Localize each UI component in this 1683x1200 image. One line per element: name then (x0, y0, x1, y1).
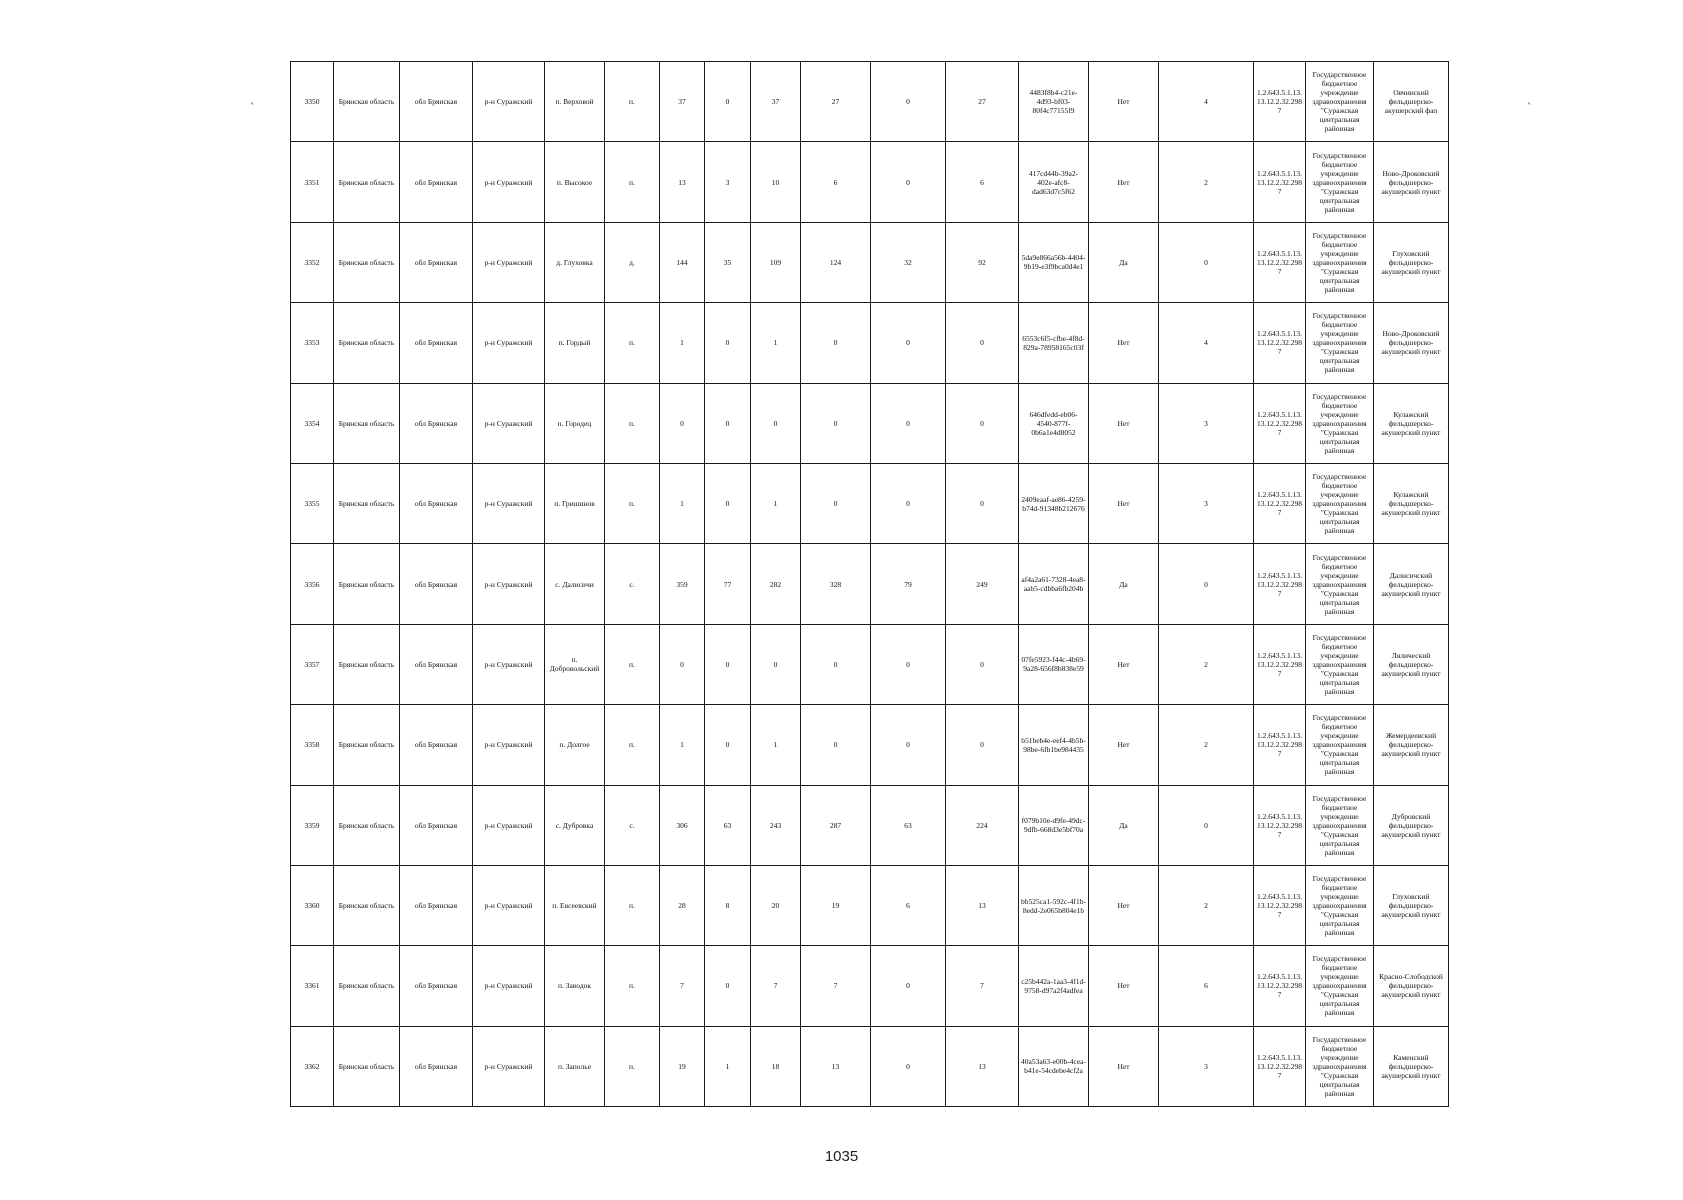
value-cell: 0 (705, 303, 751, 383)
organization-cell: Государственное бюджетное учреждение здравоохранения "Суражская центральная районная (1306, 463, 1374, 543)
locality-cell: п. Верховой (545, 62, 605, 142)
region-cell: Брянская область (334, 303, 400, 383)
oblast-cell: обл Брянская (400, 222, 473, 302)
uid-cell: 646dfedd-eb06-4540-877f-0b6a1e4d8052 (1019, 383, 1089, 463)
flag-cell: Да (1089, 785, 1159, 865)
table-row (291, 463, 1449, 543)
count-cell: 4 (1159, 62, 1254, 142)
flag-cell: Нет (1089, 946, 1159, 1026)
organization-cell: Государственное бюджетное учреждение здравоохранения "Суражская центральная районная (1306, 705, 1374, 785)
value-cell: 0 (946, 624, 1019, 704)
value-cell: 13 (946, 865, 1019, 945)
locality-cell: п. Гришинов (545, 463, 605, 543)
locality-type-cell: п. (605, 624, 660, 704)
locality-type-cell: п. (605, 463, 660, 543)
district-cell: р-н Суражский (473, 463, 545, 543)
flag-cell: Да (1089, 544, 1159, 624)
count-cell: 0 (1159, 544, 1254, 624)
value-cell: 1 (660, 463, 705, 543)
facility-cell: Кулажский фельдшерско-акушерский пункт (1374, 463, 1449, 543)
facility-cell: Глуховский фельдшерско-акушерский пункт (1374, 865, 1449, 945)
organization-cell: Государственное бюджетное учреждение здравоохранения "Суражская центральная районная (1306, 624, 1374, 704)
value-cell: 8 (705, 865, 751, 945)
scan-mark-left: ˎ (250, 92, 256, 105)
value-cell: 32 (871, 222, 946, 302)
region-cell: Брянская область (334, 785, 400, 865)
value-cell: 63 (871, 785, 946, 865)
value-cell: 0 (705, 705, 751, 785)
value-cell: 19 (660, 1026, 705, 1106)
count-cell: 2 (1159, 705, 1254, 785)
count-cell: 0 (1159, 222, 1254, 302)
organization-cell: Государственное бюджетное учреждение здравоохранения "Суражская центральная районная (1306, 303, 1374, 383)
value-cell: 0 (871, 946, 946, 1026)
facility-cell: Овчинский фельдшерско-акушерский фап (1374, 62, 1449, 142)
oid-code-cell: 1.2.643.5.1.13.13.12.2.32.2987 (1254, 142, 1306, 222)
table-row (291, 62, 1449, 142)
locality-cell: п. Заводок (545, 946, 605, 1026)
value-cell: 37 (660, 62, 705, 142)
value-cell: 1 (660, 303, 705, 383)
value-cell: 63 (705, 785, 751, 865)
organization-cell: Государственное бюджетное учреждение здравоохранения "Суражская центральная районная (1306, 544, 1374, 624)
facility-cell: Лялический фельдшерско-акушерский пункт (1374, 624, 1449, 704)
row-number: 3357 (291, 624, 334, 704)
oblast-cell: обл Брянская (400, 865, 473, 945)
row-number: 3362 (291, 1026, 334, 1106)
value-cell: 6 (871, 865, 946, 945)
region-cell: Брянская область (334, 222, 400, 302)
facility-cell: Красно-Слободской фельдшерско-акушерский пункт (1374, 946, 1449, 1026)
locality-type-cell: п. (605, 1026, 660, 1106)
locality-cell: п. Евсеевский (545, 865, 605, 945)
value-cell: 306 (660, 785, 705, 865)
oblast-cell: обл Брянская (400, 624, 473, 704)
value-cell: 77 (705, 544, 751, 624)
facility-cell: Кулажский фельдшерско-акушерский пункт (1374, 383, 1449, 463)
table-row (291, 624, 1449, 704)
flag-cell: Нет (1089, 463, 1159, 543)
value-cell: 1 (660, 705, 705, 785)
table-row (291, 705, 1449, 785)
value-cell: 10 (751, 142, 801, 222)
region-cell: Брянская область (334, 142, 400, 222)
oid-code-cell: 1.2.643.5.1.13.13.12.2.32.2987 (1254, 705, 1306, 785)
district-cell: р-н Суражский (473, 383, 545, 463)
table-row (291, 142, 1449, 222)
district-cell: р-н Суражский (473, 785, 545, 865)
table-row (291, 1026, 1449, 1106)
district-cell: р-н Суражский (473, 544, 545, 624)
oid-code-cell: 1.2.643.5.1.13.13.12.2.32.2987 (1254, 544, 1306, 624)
uid-cell: 417cd44b-39a2-402e-afc8-dad63d7c5f62 (1019, 142, 1089, 222)
locality-type-cell: п. (605, 865, 660, 945)
value-cell: 224 (946, 785, 1019, 865)
value-cell: 1 (751, 463, 801, 543)
organization-cell: Государственное бюджетное учреждение здравоохранения "Суражская центральная районная (1306, 62, 1374, 142)
value-cell: 13 (660, 142, 705, 222)
oblast-cell: обл Брянская (400, 463, 473, 543)
district-cell: р-н Суражский (473, 62, 545, 142)
count-cell: 3 (1159, 1026, 1254, 1106)
value-cell: 0 (871, 303, 946, 383)
facility-cell: Ново-Дроковский фельдшерско-акушерский пункт (1374, 142, 1449, 222)
registry-table (290, 61, 1449, 1107)
row-number: 3354 (291, 383, 334, 463)
value-cell: 0 (801, 463, 871, 543)
flag-cell: Нет (1089, 624, 1159, 704)
value-cell: 13 (801, 1026, 871, 1106)
region-cell: Брянская область (334, 544, 400, 624)
region-cell: Брянская область (334, 62, 400, 142)
locality-type-cell: п. (605, 142, 660, 222)
value-cell: 0 (871, 463, 946, 543)
row-number: 3359 (291, 785, 334, 865)
oblast-cell: обл Брянская (400, 785, 473, 865)
flag-cell: Нет (1089, 62, 1159, 142)
locality-cell: д. Глуховка (545, 222, 605, 302)
facility-cell: Ново-Дроковский фельдшерско-акушерский пункт (1374, 303, 1449, 383)
facility-cell: Дубровский фельдшерско-акушерский пункт (1374, 785, 1449, 865)
oblast-cell: обл Брянская (400, 383, 473, 463)
locality-cell: п. Высокое (545, 142, 605, 222)
organization-cell: Государственное бюджетное учреждение здравоохранения "Суражская центральная районная (1306, 222, 1374, 302)
value-cell: 0 (705, 62, 751, 142)
value-cell: 0 (871, 705, 946, 785)
value-cell: 79 (871, 544, 946, 624)
value-cell: 7 (660, 946, 705, 1026)
flag-cell: Нет (1089, 383, 1159, 463)
region-cell: Брянская область (334, 1026, 400, 1106)
value-cell: 0 (705, 624, 751, 704)
district-cell: р-н Суражский (473, 705, 545, 785)
locality-type-cell: с. (605, 785, 660, 865)
scan-mark-right: ˎ (1527, 92, 1533, 105)
oblast-cell: обл Брянская (400, 946, 473, 1026)
organization-cell: Государственное бюджетное учреждение здравоохранения "Суражская центральная районная (1306, 865, 1374, 945)
organization-cell: Государственное бюджетное учреждение здравоохранения "Суражская центральная районная (1306, 1026, 1374, 1106)
locality-type-cell: п. (605, 383, 660, 463)
value-cell: 0 (751, 383, 801, 463)
value-cell: 7 (801, 946, 871, 1026)
value-cell: 0 (801, 624, 871, 704)
oid-code-cell: 1.2.643.5.1.13.13.12.2.32.2987 (1254, 303, 1306, 383)
district-cell: р-н Суражский (473, 222, 545, 302)
locality-type-cell: п. (605, 62, 660, 142)
value-cell: 27 (946, 62, 1019, 142)
facility-cell: Каменский фельдшерско-акушерский пункт (1374, 1026, 1449, 1106)
row-number: 3360 (291, 865, 334, 945)
count-cell: 3 (1159, 463, 1254, 543)
value-cell: 287 (801, 785, 871, 865)
flag-cell: Нет (1089, 303, 1159, 383)
organization-cell: Государственное бюджетное учреждение здравоохранения "Суражская центральная районная (1306, 142, 1374, 222)
district-cell: р-н Суражский (473, 142, 545, 222)
locality-type-cell: п. (605, 946, 660, 1026)
oid-code-cell: 1.2.643.5.1.13.13.12.2.32.2987 (1254, 222, 1306, 302)
value-cell: 6 (946, 142, 1019, 222)
value-cell: 328 (801, 544, 871, 624)
uid-cell: 2409eaaf-ae86-4259-b74d-91348b212676 (1019, 463, 1089, 543)
region-cell: Брянская область (334, 383, 400, 463)
value-cell: 249 (946, 544, 1019, 624)
oid-code-cell: 1.2.643.5.1.13.13.12.2.32.2987 (1254, 1026, 1306, 1106)
flag-cell: Нет (1089, 705, 1159, 785)
uid-cell: 40a53a63-e00b-4cea-b41e-54cdebe4cf2a (1019, 1026, 1089, 1106)
value-cell: 13 (946, 1026, 1019, 1106)
oid-code-cell: 1.2.643.5.1.13.13.12.2.32.2987 (1254, 865, 1306, 945)
table-row (291, 946, 1449, 1026)
flag-cell: Да (1089, 222, 1159, 302)
oblast-cell: обл Брянская (400, 142, 473, 222)
registry-rows (291, 62, 1449, 1107)
organization-cell: Государственное бюджетное учреждение здравоохранения "Суражская центральная районная (1306, 383, 1374, 463)
value-cell: 35 (705, 222, 751, 302)
district-cell: р-н Суражский (473, 946, 545, 1026)
oid-code-cell: 1.2.643.5.1.13.13.12.2.32.2987 (1254, 946, 1306, 1026)
oid-code-cell: 1.2.643.5.1.13.13.12.2.32.2987 (1254, 62, 1306, 142)
locality-type-cell: п. (605, 705, 660, 785)
value-cell: 0 (871, 624, 946, 704)
table-row (291, 865, 1449, 945)
uid-cell: 4483f8b4-c21e-4d93-bf03-80f4c77155f9 (1019, 62, 1089, 142)
value-cell: 37 (751, 62, 801, 142)
row-number: 3361 (291, 946, 334, 1026)
district-cell: р-н Суражский (473, 303, 545, 383)
value-cell: 144 (660, 222, 705, 302)
value-cell: 19 (801, 865, 871, 945)
uid-cell: 5da9e866a56b-4404-9b19-e3f9bca0d4e1 (1019, 222, 1089, 302)
value-cell: 282 (751, 544, 801, 624)
value-cell: 0 (871, 383, 946, 463)
oblast-cell: обл Брянская (400, 1026, 473, 1106)
organization-cell: Государственное бюджетное учреждение здравоохранения "Суражская центральная районная (1306, 785, 1374, 865)
page-number: 1035 (824, 1148, 859, 1165)
oblast-cell: обл Брянская (400, 62, 473, 142)
value-cell: 7 (751, 946, 801, 1026)
uid-cell: bb525ca1-592c-4f1b-8edd-2e065b804e1b (1019, 865, 1089, 945)
row-number: 3352 (291, 222, 334, 302)
uid-cell: 6553c6f5-cfbe-4f8d-829a-78958165c03f (1019, 303, 1089, 383)
value-cell: 3 (705, 142, 751, 222)
table-row (291, 544, 1449, 624)
locality-type-cell: д. (605, 222, 660, 302)
value-cell: 0 (660, 624, 705, 704)
facility-cell: Жемердеевский фельдшерско-акушерский пункт (1374, 705, 1449, 785)
value-cell: 20 (751, 865, 801, 945)
oblast-cell: обл Брянская (400, 303, 473, 383)
count-cell: 0 (1159, 785, 1254, 865)
flag-cell: Нет (1089, 1026, 1159, 1106)
locality-type-cell: с. (605, 544, 660, 624)
value-cell: 92 (946, 222, 1019, 302)
uid-cell: b51beb4e-eef4-4b5b-98be-6fb1be984435 (1019, 705, 1089, 785)
row-number: 3353 (291, 303, 334, 383)
count-cell: 2 (1159, 624, 1254, 704)
district-cell: р-н Суражский (473, 1026, 545, 1106)
uid-cell: 07fe5923-f44c-4b69-9a28-656f8b838e59 (1019, 624, 1089, 704)
oid-code-cell: 1.2.643.5.1.13.13.12.2.32.2987 (1254, 463, 1306, 543)
value-cell: 124 (801, 222, 871, 302)
value-cell: 0 (801, 705, 871, 785)
locality-cell: п. Заполье (545, 1026, 605, 1106)
flag-cell: Нет (1089, 865, 1159, 945)
value-cell: 243 (751, 785, 801, 865)
region-cell: Брянская область (334, 865, 400, 945)
uid-cell: af4a2a61-7328-4ea8-aab5-cdbba6fb204b (1019, 544, 1089, 624)
locality-cell: п. Гордый (545, 303, 605, 383)
locality-cell: с. Дубровка (545, 785, 605, 865)
value-cell: 0 (871, 142, 946, 222)
count-cell: 2 (1159, 865, 1254, 945)
region-cell: Брянская область (334, 463, 400, 543)
flag-cell: Нет (1089, 142, 1159, 222)
value-cell: 1 (751, 303, 801, 383)
value-cell: 28 (660, 865, 705, 945)
value-cell: 1 (751, 705, 801, 785)
oid-code-cell: 1.2.643.5.1.13.13.12.2.32.2987 (1254, 383, 1306, 463)
oblast-cell: обл Брянская (400, 544, 473, 624)
district-cell: р-н Суражский (473, 865, 545, 945)
value-cell: 1 (705, 1026, 751, 1106)
value-cell: 7 (946, 946, 1019, 1026)
uid-cell: f079b10e-d9fe-49dc-9dfb-668d3e5bf70a (1019, 785, 1089, 865)
locality-cell: п. Добровольский (545, 624, 605, 704)
table-row (291, 383, 1449, 463)
row-number: 3358 (291, 705, 334, 785)
value-cell: 0 (946, 383, 1019, 463)
locality-cell: п. Городец (545, 383, 605, 463)
value-cell: 0 (946, 303, 1019, 383)
value-cell: 0 (801, 303, 871, 383)
count-cell: 2 (1159, 142, 1254, 222)
district-cell: р-н Суражский (473, 624, 545, 704)
value-cell: 18 (751, 1026, 801, 1106)
row-number: 3355 (291, 463, 334, 543)
row-number: 3356 (291, 544, 334, 624)
value-cell: 0 (946, 705, 1019, 785)
table-row (291, 303, 1449, 383)
table-row (291, 222, 1449, 302)
table-row (291, 785, 1449, 865)
value-cell: 0 (705, 383, 751, 463)
locality-cell: с. Далисичи (545, 544, 605, 624)
region-cell: Брянская область (334, 624, 400, 704)
oid-code-cell: 1.2.643.5.1.13.13.12.2.32.2987 (1254, 624, 1306, 704)
value-cell: 6 (801, 142, 871, 222)
value-cell: 0 (705, 946, 751, 1026)
row-number: 3350 (291, 62, 334, 142)
region-cell: Брянская область (334, 946, 400, 1026)
row-number: 3351 (291, 142, 334, 222)
value-cell: 0 (660, 383, 705, 463)
value-cell: 109 (751, 222, 801, 302)
value-cell: 0 (705, 463, 751, 543)
value-cell: 0 (871, 62, 946, 142)
oid-code-cell: 1.2.643.5.1.13.13.12.2.32.2987 (1254, 785, 1306, 865)
value-cell: 359 (660, 544, 705, 624)
facility-cell: Далисичский фельдшерско-акушерский пункт (1374, 544, 1449, 624)
count-cell: 4 (1159, 303, 1254, 383)
locality-type-cell: п. (605, 303, 660, 383)
region-cell: Брянская область (334, 705, 400, 785)
count-cell: 3 (1159, 383, 1254, 463)
value-cell: 0 (751, 624, 801, 704)
value-cell: 0 (871, 1026, 946, 1106)
oblast-cell: обл Брянская (400, 705, 473, 785)
value-cell: 0 (946, 463, 1019, 543)
count-cell: 6 (1159, 946, 1254, 1026)
locality-cell: п. Долгое (545, 705, 605, 785)
uid-cell: c25b442a-1aa3-4f1d-9758-d97a2f4adfea (1019, 946, 1089, 1026)
value-cell: 0 (801, 383, 871, 463)
organization-cell: Государственное бюджетное учреждение здравоохранения "Суражская центральная районная (1306, 946, 1374, 1026)
facility-cell: Глуховский фельдшерско-акушерский пункт (1374, 222, 1449, 302)
value-cell: 27 (801, 62, 871, 142)
